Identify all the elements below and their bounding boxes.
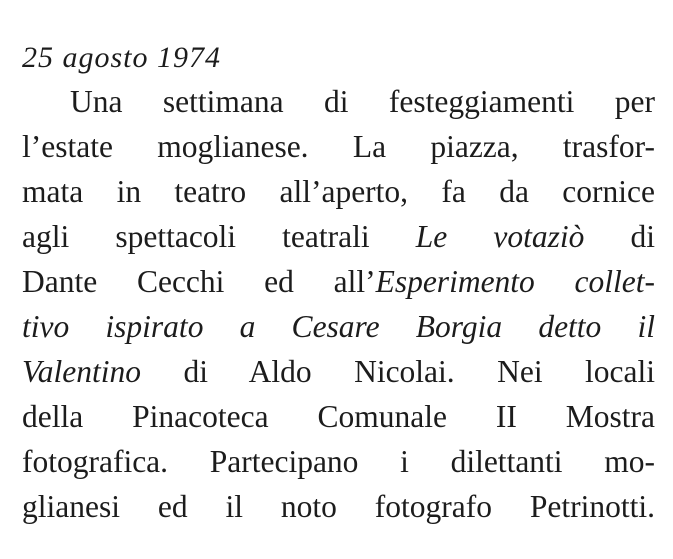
- text-line-4-roman-end: di: [584, 219, 655, 254]
- text-line-10: [22, 487, 655, 527]
- text-line-7: [22, 352, 655, 392]
- play-title-esperimento-part-1: Esperimento collet-: [375, 264, 655, 299]
- text-line-8-roman: della Pinacoteca Comunale II Mostra: [22, 399, 655, 434]
- text-line-9-roman: fotografica. Partecipano i dilettanti mo-: [22, 444, 655, 479]
- text-line-4: [22, 217, 655, 257]
- text-line-7-roman: di Aldo Nicolai. Nei locali: [141, 354, 655, 389]
- play-title-le-votazio: Le votaziò: [415, 219, 585, 254]
- text-line-3-roman: mata in teatro all’aperto, fa da cornice: [22, 174, 655, 209]
- play-title-esperimento-part-2: tivo ispirato a Cesare Borgia detto il: [22, 309, 655, 344]
- play-title-esperimento-part-3: Valentino: [22, 354, 141, 389]
- text-line-1: [70, 82, 655, 122]
- text-line-4-roman: agli spettacoli teatrali: [22, 219, 416, 254]
- text-line-2-roman: l’estate moglianese. La piazza, trasfor-: [22, 129, 655, 164]
- text-line-6: [22, 307, 655, 347]
- text-line-1-roman: Una settimana di festeggiamenti per: [70, 84, 655, 119]
- text-line-8: [22, 397, 655, 437]
- text-line-3: [22, 172, 655, 212]
- text-line-9: [22, 442, 655, 482]
- text-line-2: [22, 127, 655, 167]
- text-line-10-roman: glianesi ed il noto fotografo Petrinotti.: [22, 489, 655, 524]
- entry-date: 25 agosto 1974: [22, 41, 222, 74]
- text-line-5-roman: Dante Cecchi ed all’: [22, 264, 376, 299]
- text-line-5: [22, 262, 655, 302]
